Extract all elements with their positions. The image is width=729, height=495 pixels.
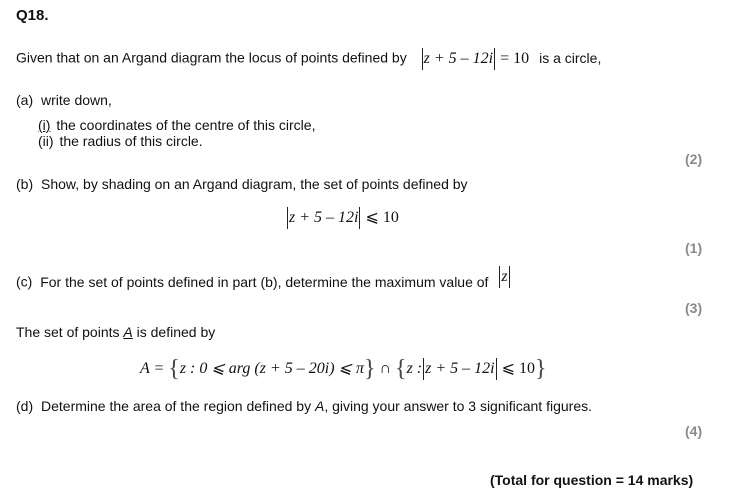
part-c-text: For the set of points defined in part (b), determine the maximum value of — [40, 273, 489, 290]
part-a-i — [38, 117, 315, 133]
question-number: Q18. — [16, 7, 49, 24]
part-d-marks: (4) — [685, 423, 703, 439]
set-definition-equation: A = {z : 0 ⩽ arg (z + 5 – 20i) ⩽ π} ∩ {z : z + 5 – 12i ⩽ 10} — [140, 356, 547, 382]
part-a-i-text: the coordinates of the centre of this circle, — [56, 117, 316, 133]
intro-text-after: is a circle, — [539, 49, 602, 66]
set-def-brace2-prefix: z : — [406, 360, 423, 377]
part-b-inequality — [286, 207, 399, 229]
part-a-label: (a) — [16, 92, 34, 108]
part-a-text: write down, — [41, 92, 112, 108]
set-def-var: A — [123, 324, 133, 340]
total-marks: (Total for question = 14 marks) — [490, 472, 694, 488]
part-b-modulus-inside: z + 5 – 12i — [289, 209, 359, 226]
set-def-brace1: z : 0 ⩽ arg (z + 5 – 20i) ⩽ π — [179, 360, 364, 377]
part-a-ii-label: (ii) — [38, 133, 54, 149]
part-b-label: (b) — [16, 176, 34, 192]
part-d-prompt — [16, 398, 592, 414]
part-d-var: A — [314, 398, 325, 414]
part-c-prompt — [16, 267, 511, 294]
intro-modulus-inside: z + 5 – 12i — [423, 49, 494, 67]
part-b-prompt — [16, 176, 468, 192]
part-d-tail: , giving your answer to 3 significant figures. — [324, 398, 593, 414]
set-def-text-before: The set of points — [16, 324, 120, 340]
part-a-prompt — [16, 92, 112, 108]
intro-modulus-equation — [421, 50, 534, 67]
part-a-marks: (2) — [685, 151, 703, 167]
intro-line — [16, 48, 601, 70]
set-def-text-after: is defined by — [136, 324, 216, 340]
part-c-modulus-inside: z — [501, 267, 508, 285]
part-a-ii — [38, 133, 203, 149]
intro-text-before: Given that on an Argand diagram the locus of points defined by — [16, 49, 407, 66]
set-def-lhs: A = — [140, 360, 165, 377]
set-def-brace2-inside: z + 5 – 12i — [425, 360, 495, 377]
part-b-text: Show, by shading on an Argand diagram, the set of points defined by — [41, 176, 468, 192]
part-c-label: (c) — [16, 273, 33, 290]
part-b-marks: (1) — [685, 240, 703, 256]
set-definition-intro — [16, 324, 215, 340]
part-b-bound: ⩽ 10 — [365, 209, 399, 226]
part-d-label: (d) — [16, 398, 34, 414]
part-a-i-label: (i) — [38, 117, 51, 133]
part-c-modulus — [498, 268, 510, 285]
intro-equals: = 10 — [500, 49, 530, 67]
set-def-intersection: ∩ — [379, 360, 392, 377]
part-c-marks: (3) — [685, 300, 703, 316]
part-d-text: Determine the area of the region defined by — [41, 398, 312, 414]
part-a-ii-text: the radius of this circle. — [59, 133, 203, 149]
set-def-brace2-after: ⩽ 10 — [501, 360, 536, 377]
